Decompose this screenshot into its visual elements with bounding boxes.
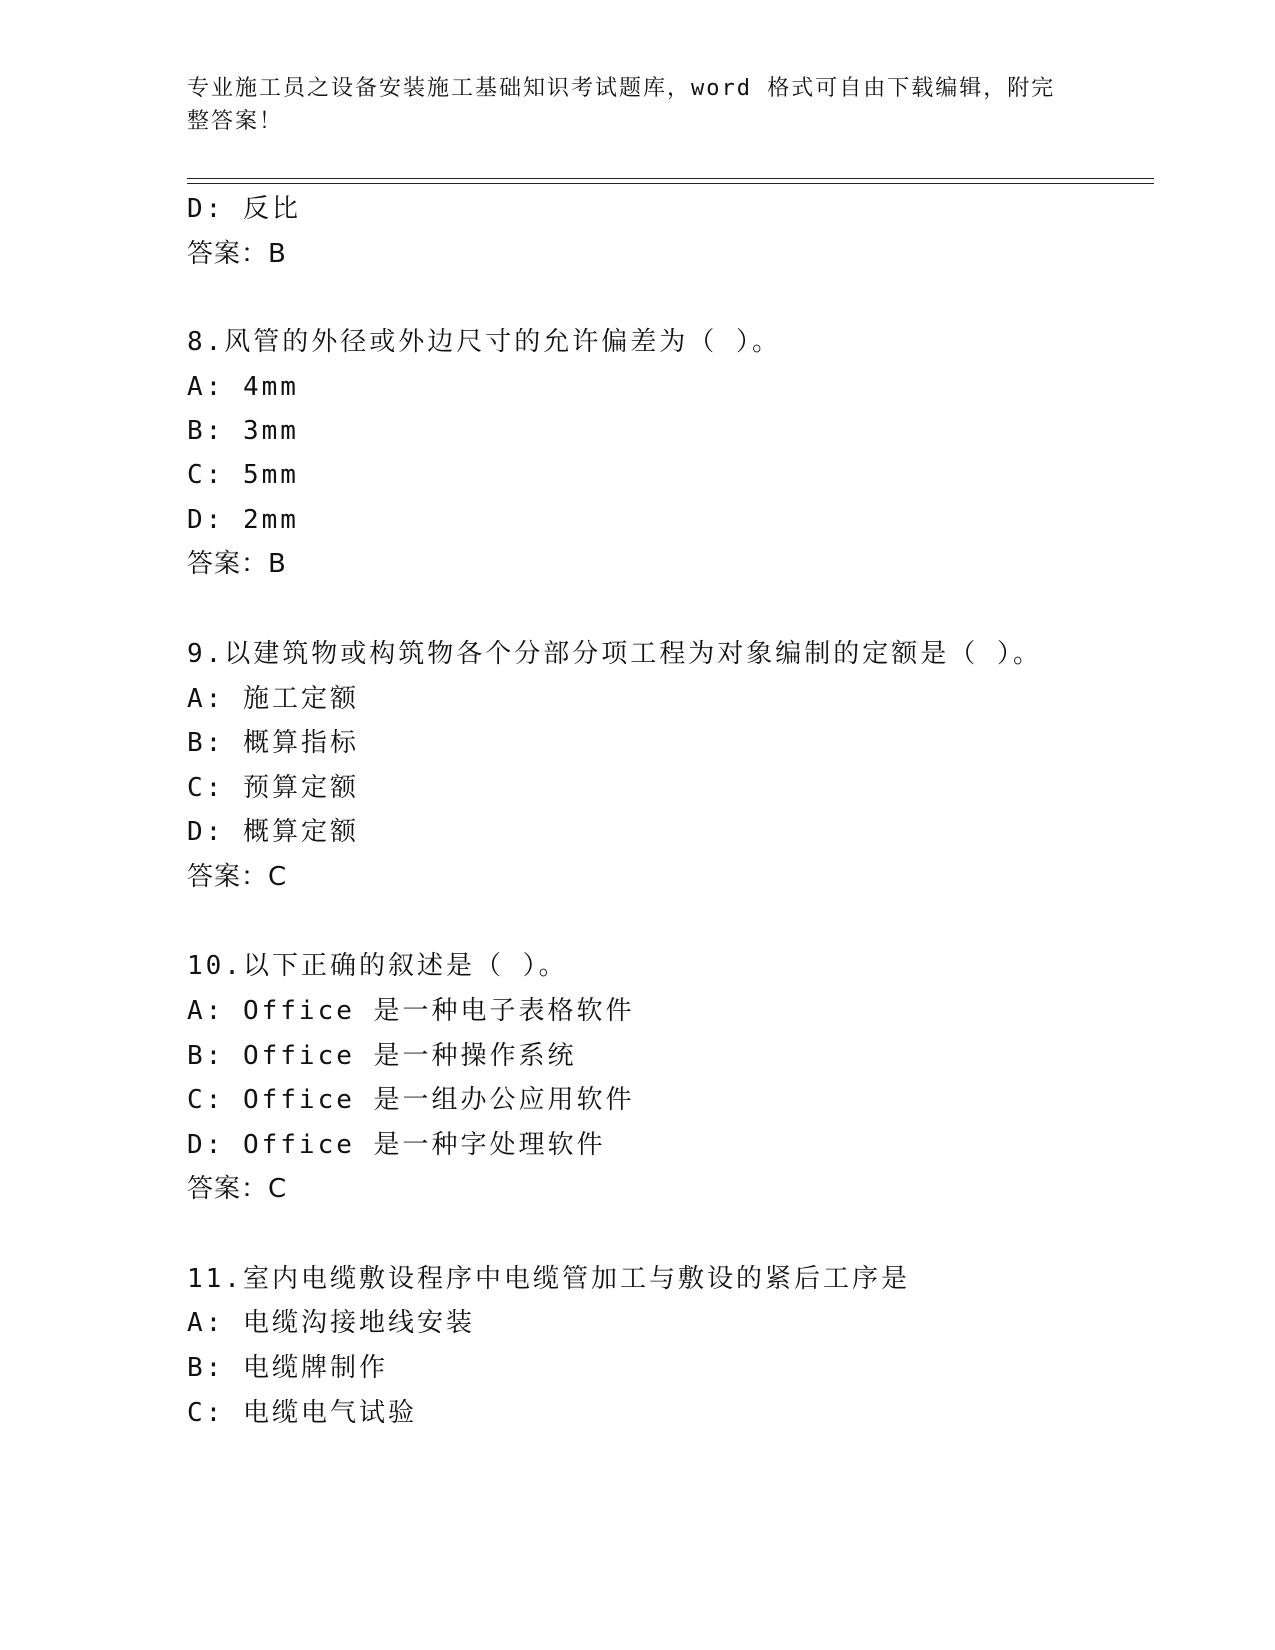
- document-header: [187, 72, 1067, 138]
- option-b: B: 概算指标: [187, 728, 359, 758]
- answer-line: 答案：B: [187, 549, 287, 579]
- option-b: B: 3mm: [187, 416, 299, 446]
- answer-line: 答案：C: [187, 862, 288, 892]
- question-8: 8.风管的外径或外边尺寸的允许偏差为（ ）。: [187, 327, 781, 357]
- option-c: C: 电缆电气试验: [187, 1398, 417, 1428]
- option-d: D: 概算定额: [187, 817, 359, 847]
- answer-line: 答案：C: [187, 1174, 288, 1204]
- option-c: C: 预算定额: [187, 773, 359, 803]
- header-divider-bottom: [187, 183, 1154, 184]
- header-line-1: 专业施工员之设备安装施工基础知识考试题库，word 格式可自由下载编辑，附完: [187, 76, 1056, 101]
- question-11: 11.室内电缆敷设程序中电缆管加工与敷设的紧后工序是: [187, 1264, 910, 1294]
- option-a: A: 电缆沟接地线安装: [187, 1308, 475, 1338]
- option-b: B: Office 是一种操作系统: [187, 1041, 577, 1071]
- option-d: D: Office 是一种字处理软件: [187, 1130, 606, 1160]
- answer-line: 答案：B: [187, 239, 287, 269]
- option-a: A: 施工定额: [187, 684, 359, 714]
- option-c: C: Office 是一组办公应用软件: [187, 1085, 635, 1115]
- header-line-2: 整答案！: [187, 109, 284, 134]
- option-b: B: 电缆牌制作: [187, 1353, 388, 1383]
- question-10: 10.以下正确的叙述是（ ）。: [187, 951, 568, 981]
- option-d: D: 反比: [187, 194, 301, 224]
- question-9: 9.以建筑物或构筑物各个分部分项工程为对象编制的定额是（ ）。: [187, 639, 1042, 669]
- option-d: D: 2mm: [187, 505, 299, 535]
- header-divider-top: [187, 178, 1154, 179]
- option-a: A: 4mm: [187, 372, 299, 402]
- option-a: A: Office 是一种电子表格软件: [187, 996, 635, 1026]
- option-c: C: 5mm: [187, 460, 299, 490]
